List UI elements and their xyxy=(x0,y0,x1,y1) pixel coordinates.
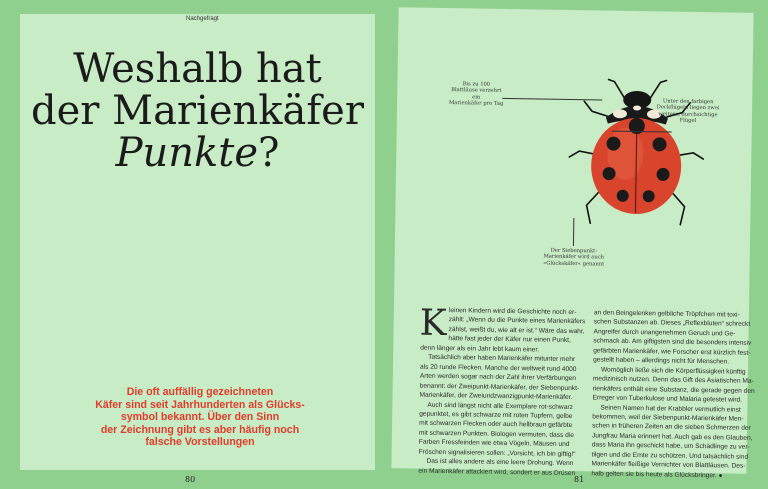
text-line: zählst, weißt du, wie alt er ist.“ Wäre das wahr, xyxy=(448,325,585,336)
body-column-2 xyxy=(591,308,755,481)
text-line: Womöglich ließe sich die Körperflüssigkeit künftig xyxy=(600,366,746,376)
annotation-right xyxy=(653,98,723,125)
annotation-text: Deckflügeln liegen zwei xyxy=(656,104,720,112)
page-title xyxy=(20,48,375,174)
annotation-text: Der Siebenpunkt- xyxy=(550,247,598,255)
lead-line: der Zeichnung gibt es aber häufig noch xyxy=(100,423,300,436)
annotation-text: weitere, durchsichtige xyxy=(658,111,718,119)
text-line: Angreifer durch unangenehmen Geruch und Ge- xyxy=(593,328,736,338)
text-line: benannt: der Zweipunkt-Marienkäfer, der Siebenpunkt- xyxy=(419,382,580,392)
text-line: Seinen Namen hat der Krabbler vermutlich einst xyxy=(600,403,741,414)
text-line: denn länger als ein Jahr lebt kaum einer. xyxy=(420,344,540,354)
title-italic-word: Punkte xyxy=(115,130,258,176)
text-line: Marienkäfer fleißige Vernichter von Blattläusen. Des- xyxy=(591,460,746,470)
body-column-1 xyxy=(418,302,587,479)
text-line: rienkäfers enthält eine Substanz, die gerade gegen den xyxy=(592,384,755,395)
text-line: gepunktet, es gibt schwarze mit roten Tupfern, gelbe xyxy=(419,410,573,421)
text-line: Erreger von Tuberkulose und Malaria getestet wird. xyxy=(592,394,743,404)
text-line: bekommen, weil der Siebenpunkt-Marienkäfer Men- xyxy=(592,413,744,423)
annotation-text: Marienkäfer pro Tag xyxy=(448,100,504,108)
title-line-3 xyxy=(20,132,375,174)
annotation-text: Unter den farbigen xyxy=(662,98,714,106)
text-line: tilgen und die Ernte zu schützen. Und tatsächlich sind xyxy=(591,451,749,461)
lead-line: Die oft auffällig gezeichneten xyxy=(126,386,274,398)
title-line-1: Weshalb hat xyxy=(73,46,322,92)
text-line: an den Beingelenken gelbliche Tröpfchen mit toxi- xyxy=(593,309,740,319)
ladybug-illustration xyxy=(560,65,713,267)
annotation-bottom xyxy=(543,248,605,268)
lead-line: symbol bekannt. Über den Sinn xyxy=(120,411,280,423)
annotation-text: Flügel xyxy=(679,117,697,125)
annotation-text: Marienkäfer wird auch xyxy=(543,253,605,261)
text-line: Das ist alles andere als eine leere Drohung. Wenn xyxy=(426,457,574,468)
text-line: mit schwarzen Punkten. Biologen vermuten, dass die xyxy=(418,429,575,439)
text-line: zählt: „Wenn du die Punkte eines Marienkäfers xyxy=(448,316,586,326)
text-line: Marienkäfer, der Zweiundzwanzigpunkt-Marienkäfer. xyxy=(419,391,573,402)
section-label: Nachgefragt xyxy=(186,16,219,22)
text-line: leinen Kindern wird die Geschichte noch er- xyxy=(448,307,577,317)
title-line-2: der Marienkäfer xyxy=(31,88,364,134)
text-line: hätte fast jeder der Käfer nur einen Punkt, xyxy=(448,335,571,345)
annotation-text: Blattläuse verzehrt ein xyxy=(451,87,502,101)
title-question-mark: ? xyxy=(257,130,280,176)
text-line: mit schwarzen Flecken oder auch hellbraun gefärbte xyxy=(419,420,573,430)
text-line: medizinisch nutzen. Denn das Gift des Asiatischen Ma- xyxy=(592,375,754,386)
text-line: Fröschen signalisieren sollen: „Vorsicht, ich bin giftig!“ xyxy=(418,448,576,458)
text-line: schen in früheren Zeiten an die sieben Schmerzen der xyxy=(592,422,751,433)
text-line: halb gelten sie bis heute als Glücksbringer. ● xyxy=(591,470,723,480)
left-page xyxy=(20,14,375,470)
text-line: ein Marienkäfer attackiert wird, sondert er aus Drüsen xyxy=(418,467,576,477)
text-line: gestellt haben – allerdings nicht für Menschen. xyxy=(593,356,730,366)
drop-cap: K xyxy=(419,302,447,345)
text-line: gefärbten Marienkäfer, wie Forscher erst kürzlich fest- xyxy=(593,347,751,357)
text-line: Jungfrau Maria erinnert hat. Auch gab es den Glauben, xyxy=(591,432,753,442)
text-line: als 20 runde Flecken. Manche der weltweit rund 4000 xyxy=(419,363,577,373)
annotation-left xyxy=(447,81,505,108)
annotation-text: Bis zu 100 xyxy=(462,81,491,88)
annotation-text: »Glückskäfer« genannt xyxy=(543,260,605,268)
lead-line: falsche Vorstellungen xyxy=(145,436,255,448)
text-line: schmack ab. Am giftigsten sind die besonders intensiv xyxy=(593,337,752,348)
text-line: Farben Fressfeinden wie etwa Vögeln, Mäusen und xyxy=(418,438,570,449)
text-line: Arten werden sogar nach der Zahl ihrer Verfärbungen xyxy=(419,372,577,383)
page-number-right: 81 xyxy=(574,475,585,484)
text-line: schen Substanzen ab. Dieses „Reflexbluten“ schreckt xyxy=(593,318,751,329)
text-line: Tatsächlich aber haben Marienkäfer mitunter mehr xyxy=(428,354,576,364)
lead-paragraph xyxy=(80,386,320,449)
page-number-left: 80 xyxy=(185,475,196,484)
text-line: Auch sind längst nicht alle Exemplare rot-schwarz xyxy=(427,401,573,411)
text-line: dass Maria ihn geschickt habe, um Schädlinge zu ver- xyxy=(591,441,750,452)
lead-line: Käfer sind seit Jahrhunderten als Glücks- xyxy=(95,398,305,411)
